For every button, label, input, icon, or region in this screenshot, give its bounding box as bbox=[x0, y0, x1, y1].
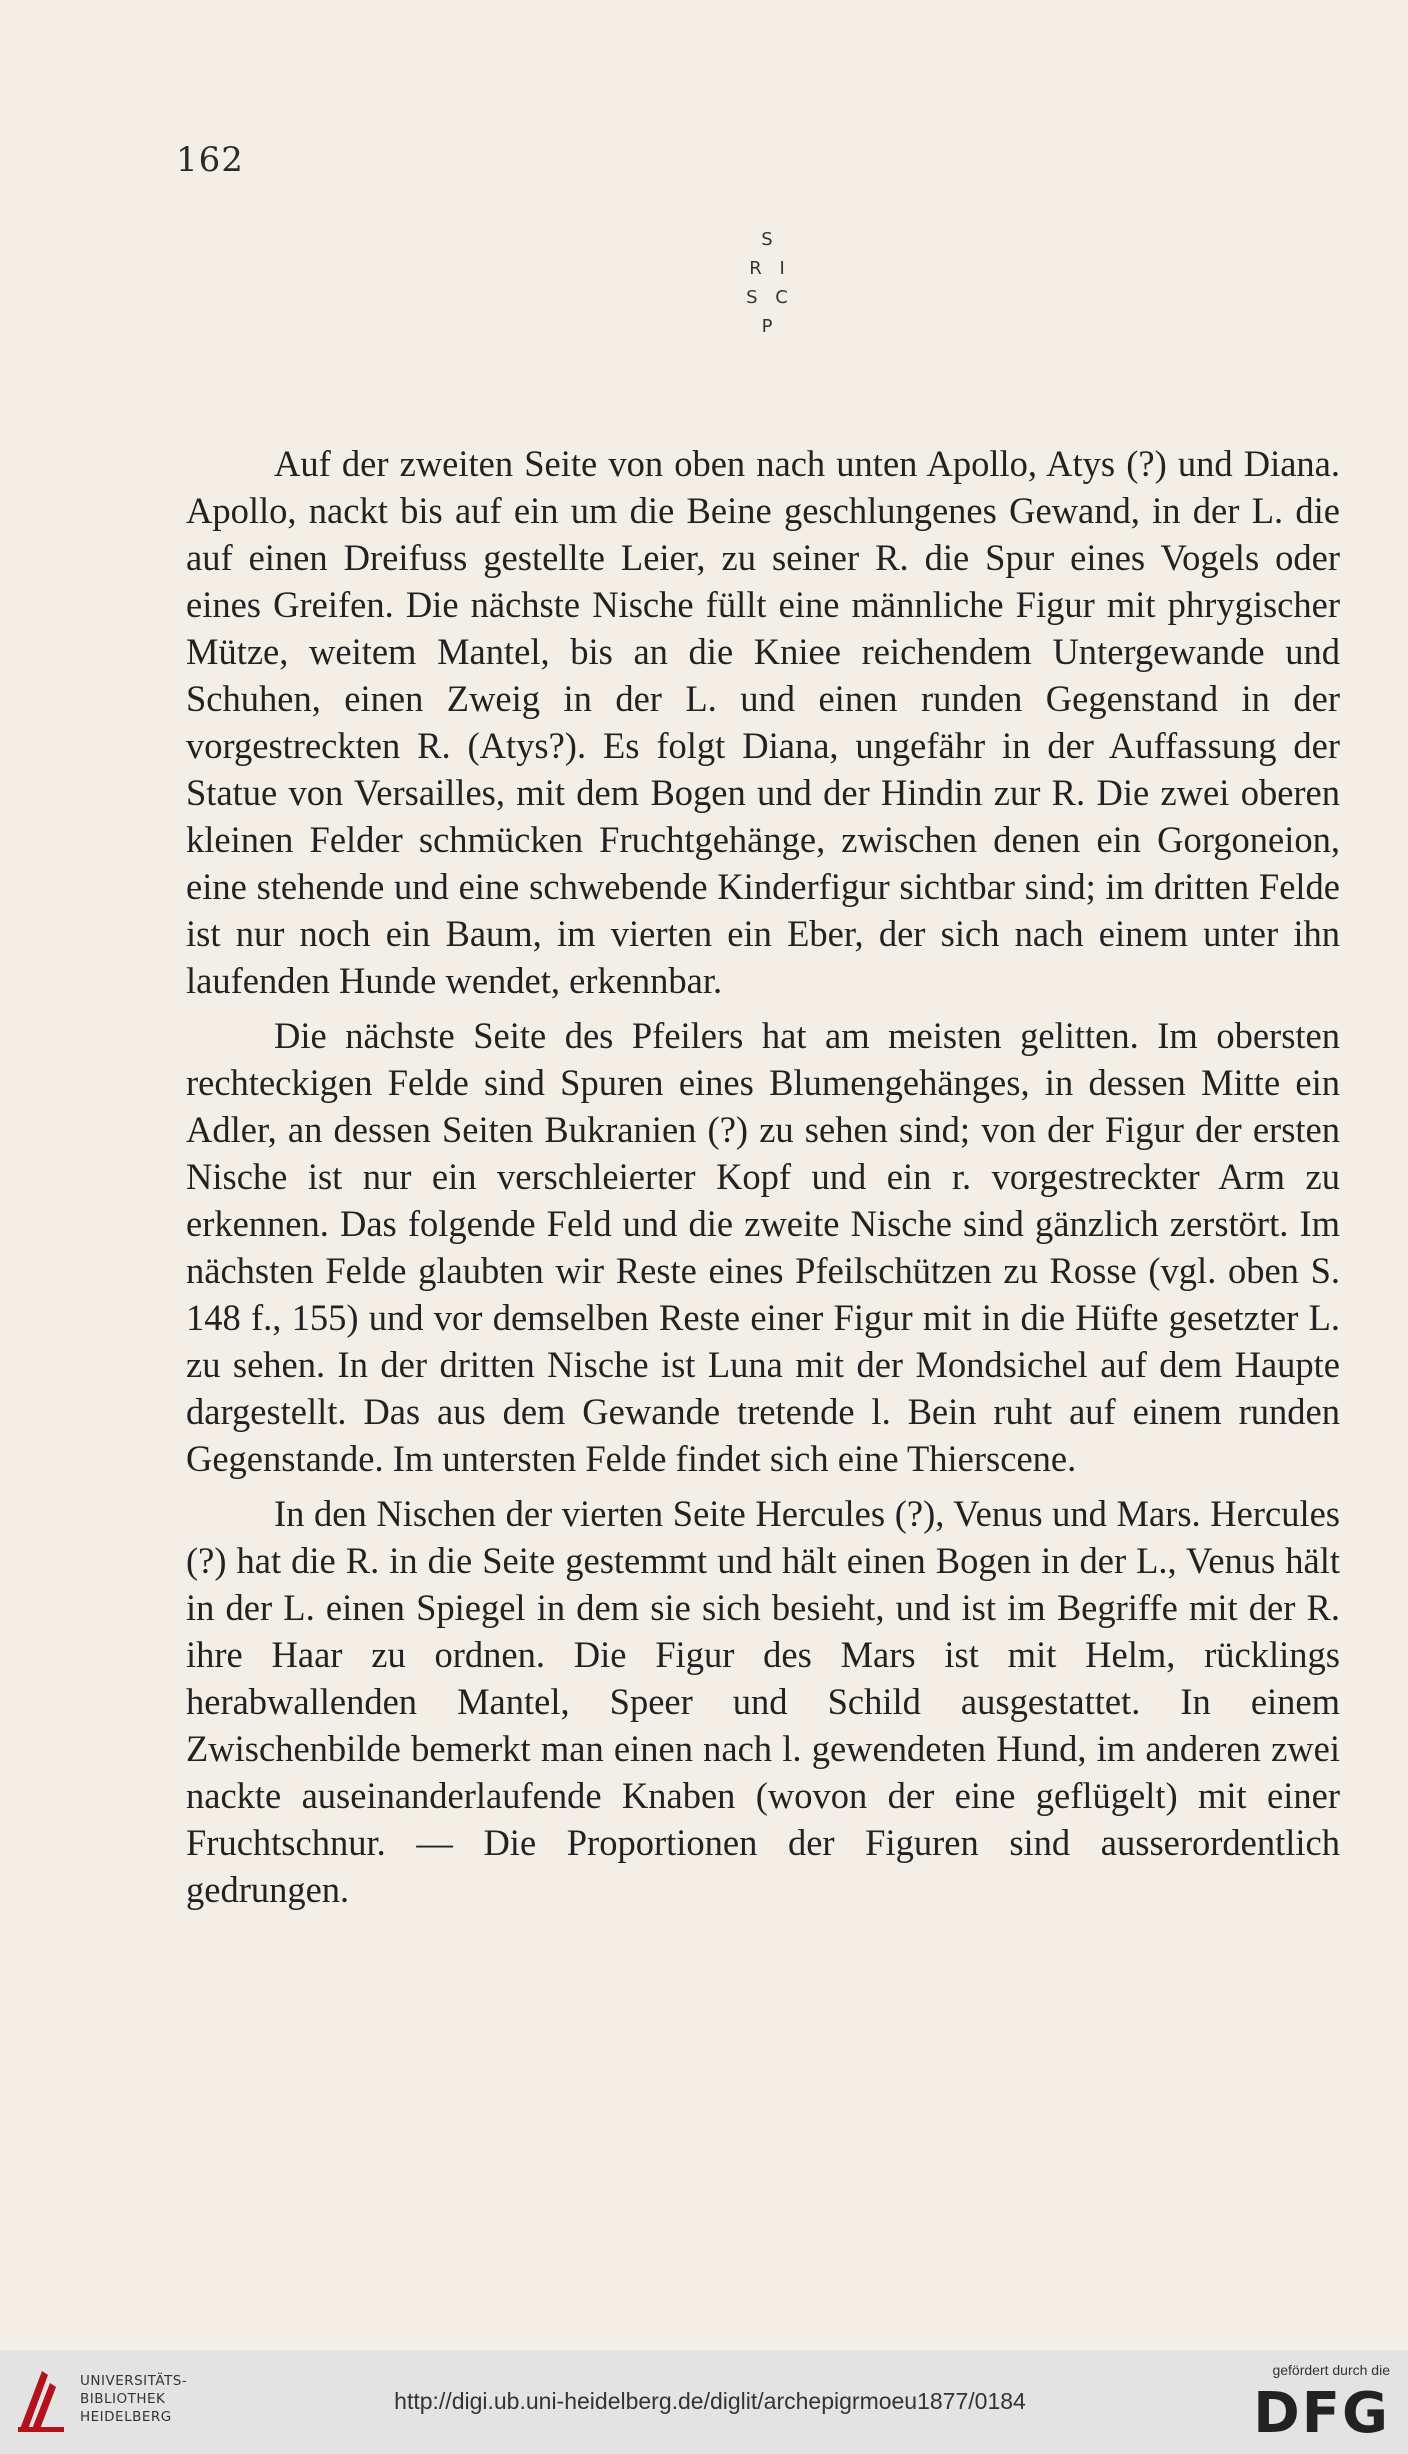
library-logo-icon bbox=[14, 2365, 68, 2435]
inscription-line: S bbox=[761, 229, 779, 250]
library-name-line: BIBLIOTHEK bbox=[80, 2391, 166, 2407]
footer-bar bbox=[0, 2350, 1408, 2454]
permalink-url[interactable]: http://digi.ub.uni-heidelberg.de/diglit/archepigrmoeu1877/0184 bbox=[394, 2388, 1026, 2414]
inscription-line: S C bbox=[746, 287, 794, 308]
paragraph: In den Nischen der vierten Seite Hercules (?), Venus und Mars. Hercules (?) hat die R. in die Seite gestemmt und hält einen Bogen in der L., Venus hält in der L. einen Spiegel in dem sie sich besieht, und ist im Begriffe mit der R. ihre Haar zu ordnen. Die Figur des Mars ist mit Helm, rücklings herabwallenden Mantel, Speer und Schild ausgestattet. In einem Zwischenbilde bemerkt man einen nach l. gewendeten Hund, im anderen zwei nackte auseinanderlaufende Knaben (wovon der eine geflügelt) mit einer Fruchtschnur. — Die Proportionen der Figuren sind ausserordentlich gedrungen. bbox=[186, 1493, 1340, 1910]
paragraph: Auf der zweiten Seite von oben nach unten Apollo, Atys (?) und Diana. Apollo, nackt bis auf ein um die Beine geschlungenes Gewand, in der L. die auf einen Dreifuss gestellte Leier, zu seiner R. die Spur eines Vogels oder eines Greifen. Die nächste Nische füllt eine männliche Figur mit phrygischer Mütze, weitem Mantel, bis an die Kniee reichendem Untergewande und Schuhen, einen Zweig in der L. und einen runden Gegenstand in der vorgestreckten R. (Atys?). Es folgt Diana, ungefähr in der Auffassung der Statue von Versailles, mit dem Bogen und der Hindin zur R. Die zwei oberen kleinen Felder schmücken Fruchtgehänge, zwischen denen ein Gorgoneion, eine stehende und eine schwebende Kinderfigur sichtbar sind; im dritten Felde ist nur noch ein Baum, im vierten ein Eber, der sich nach einem unter ihn laufenden Hunde wendet, erkennbar. bbox=[186, 443, 1340, 1001]
library-name-line: HEIDELBERG bbox=[80, 2409, 172, 2425]
body-text bbox=[186, 440, 1340, 1921]
library-name bbox=[80, 2372, 187, 2426]
inscription-line: R I bbox=[749, 258, 791, 279]
funded-by-text: gefördert durch die bbox=[1272, 2362, 1390, 2378]
page-number: 162 bbox=[176, 140, 244, 180]
library-name-line: UNIVERSITÄTS- bbox=[80, 2373, 188, 2389]
paragraph: Die nächste Seite des Pfeilers hat am meisten gelitten. Im obersten rechteckigen Felde sind Spuren eines Blumengehänges, in dessen Mitte ein Adler, an dessen Seiten Bukranien (?) zu sehen sind; von der Figur der ersten Nische ist nur ein verschleierter Kopf und ein r. vorgestreckter Arm zu erkennen. Das folgende Feld und die zweite Nische sind gänzlich zerstört. Im nächsten Felde glaubten wir Reste eines Pfeilschützen zu Rosse (vgl. oben S. 148 f., 155) und vor demselben Reste einer Figur mit in die Hüfte gesetzter L. zu sehen. In der dritten Nische ist Luna mit der Mondsichel auf dem Haupte dargestellt. Das aus dem Gewande tretende l. Bein ruht auf einem runden Gegenstande. Im untersten Felde findet sich eine Thierscene. bbox=[186, 1015, 1340, 1479]
inscription bbox=[700, 225, 840, 341]
dfg-logo: DFG bbox=[1253, 2381, 1390, 2446]
inscription-line: P bbox=[761, 316, 779, 337]
